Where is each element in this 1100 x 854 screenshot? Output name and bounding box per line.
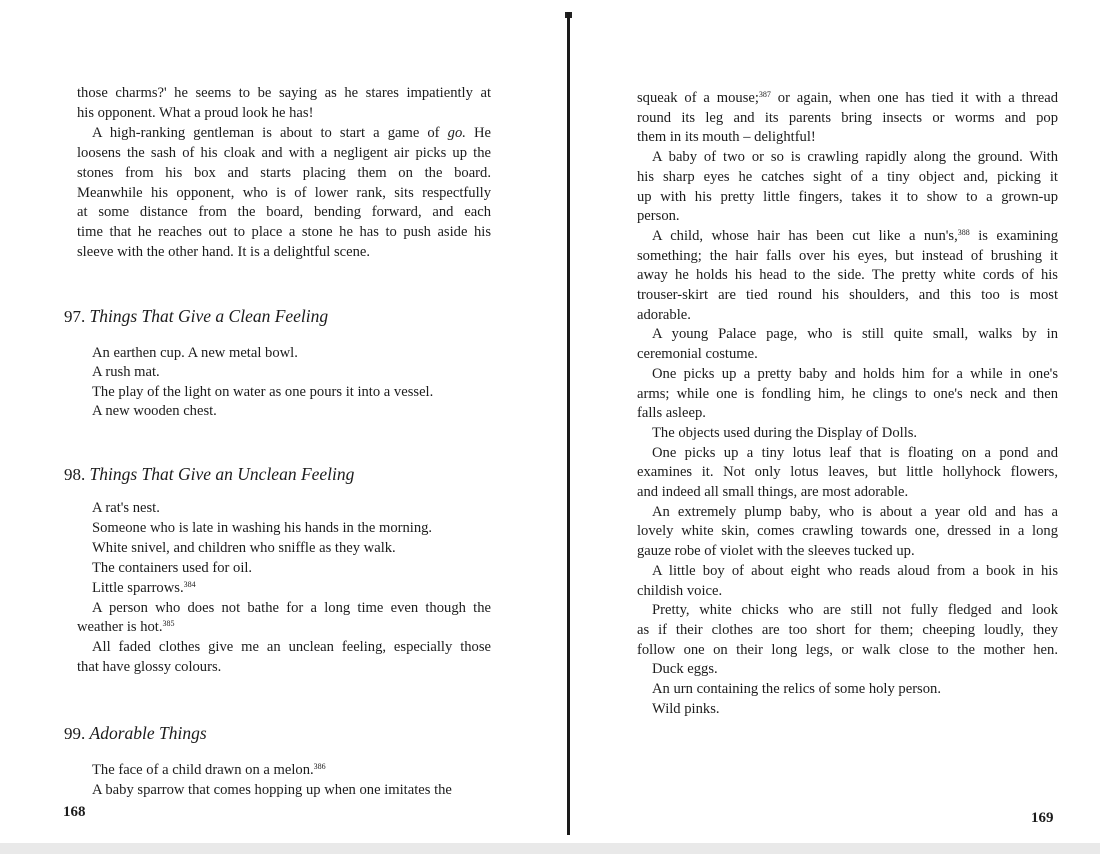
text-span: All faded clothes give me an unclean feeling, especially those [92, 639, 491, 655]
text-line [92, 558, 491, 578]
text-line [77, 83, 491, 103]
text-line [92, 382, 491, 402]
text-span: A little boy of about eight who reads aloud from a book in his [652, 563, 1058, 579]
text-line [77, 202, 491, 222]
text-span: A new wooden chest. [92, 403, 217, 419]
text-line [652, 600, 1058, 620]
text-span: squeak of a mouse; [637, 90, 759, 106]
text-span: follow one on their long legs, or walk close to the mother hen. [637, 642, 1058, 658]
text-line [92, 598, 491, 618]
text-line [637, 581, 1058, 601]
text-line [77, 163, 491, 183]
text-span: An earthen cup. A new metal bowl. [92, 345, 298, 361]
text-line [652, 699, 1058, 719]
text-span: A person who does not bathe for a long time even though the [92, 600, 491, 616]
text-span: One picks up a pretty baby and holds him for a while in one's [652, 366, 1058, 382]
footnote-ref: 385 [162, 619, 175, 628]
text-span: go. [447, 125, 466, 141]
text-span: round its leg and its parents bring insects or worms and pop [637, 110, 1058, 126]
section-heading [64, 304, 328, 328]
text-span: trouser-skirt are tied round his shoulders, and this too is most [637, 287, 1058, 303]
text-span: Wild pinks. [652, 701, 720, 717]
text-span: sleeve with the other hand. It is a delightful scene. [77, 244, 371, 260]
section-number: 97. [64, 307, 86, 326]
section-number: 99. [64, 724, 86, 743]
text-span: something; the hair falls over his eyes, but instead of brushing it [637, 248, 1058, 264]
footnote-ref: 387 [758, 90, 771, 99]
text-line [92, 578, 491, 598]
text-span: time that he reaches out to place a stone he has to push aside his [77, 224, 491, 240]
text-line [637, 640, 1058, 660]
text-span: that have glossy colours. [77, 659, 222, 675]
footnote-ref: 384 [183, 580, 196, 589]
text-line [637, 167, 1058, 187]
text-line [652, 502, 1058, 522]
text-span: A baby of two or so is crawling rapidly along the ground. With [652, 149, 1058, 165]
text-line [92, 637, 491, 657]
text-span: Meanwhile his opponent, who is of lower rank, sits respectfully [77, 185, 491, 201]
text-line [92, 538, 491, 558]
text-line [637, 246, 1058, 266]
text-span: The play of the light on water as one pours it into a vessel. [92, 384, 434, 400]
text-span: One picks up a tiny lotus leaf that is floating on a pond and [652, 445, 1058, 461]
text-span: examines it. Not only lotus leaves, but little hollyhock flowers, [637, 464, 1058, 480]
text-span: adorable. [637, 307, 691, 323]
text-line [637, 285, 1058, 305]
text-line [77, 657, 491, 677]
text-span: or again, when one has tied it with a thread [770, 90, 1058, 106]
text-line [92, 123, 491, 143]
text-line [652, 659, 1058, 679]
section-number: 98. [64, 465, 86, 484]
footnote-ref: 388 [957, 228, 970, 237]
text-span: Little sparrows. [92, 580, 184, 596]
page-number-left: 168 [63, 804, 86, 820]
text-line [637, 108, 1058, 128]
text-span: Pretty, white chicks who are still not fully fledged and look [652, 602, 1058, 618]
page-number-right: 169 [1031, 810, 1054, 826]
text-line [652, 226, 1058, 246]
text-span: A young Palace page, who is still quite small, walks by in [652, 326, 1058, 342]
text-span: falls asleep. [637, 405, 706, 421]
text-line [652, 423, 1058, 443]
text-span: weather is hot. [77, 619, 163, 635]
text-span: his sharp eyes he catches sight of a tiny object and, picking it [637, 169, 1058, 185]
text-span: He [465, 125, 491, 141]
text-span: A rat's nest. [92, 500, 160, 516]
text-line [92, 518, 491, 538]
text-line [637, 88, 1058, 108]
text-span: them in its mouth – delightful! [637, 129, 816, 145]
text-line [637, 482, 1058, 502]
text-line [652, 679, 1058, 699]
text-line [92, 401, 491, 421]
text-span: and indeed all small things, are most adorable. [637, 484, 909, 500]
text-line [637, 187, 1058, 207]
text-line [652, 561, 1058, 581]
text-span: White snivel, and children who sniffle as they walk. [92, 540, 396, 556]
text-span: at some distance from the board, bending forward, and each [77, 204, 491, 220]
text-line [637, 265, 1058, 285]
text-line [652, 443, 1058, 463]
text-span: up with his pretty little fingers, takes it to show to a grown-up [637, 189, 1058, 205]
text-span: stones from his box and starts placing them on the board. [77, 165, 491, 181]
text-span: his opponent. What a proud look he has! [77, 105, 314, 121]
text-line [652, 364, 1058, 384]
text-line [637, 305, 1058, 325]
scan-edge [0, 843, 1100, 854]
text-span: The containers used for oil. [92, 560, 253, 576]
text-line [92, 760, 491, 780]
text-line [92, 780, 491, 800]
text-span: A high-ranking gentleman is about to start a game of [92, 125, 448, 141]
text-span: A rush mat. [92, 364, 160, 380]
text-line [637, 344, 1058, 364]
text-span: lovely white skin, comes crawling towards one, dressed in a long [637, 523, 1058, 539]
text-line [92, 498, 491, 518]
section-title: Adorable Things [89, 723, 207, 743]
text-line [77, 143, 491, 163]
text-span: as if their clothes are too short for them; cheeping loudly, they [637, 622, 1058, 638]
text-span: gauze robe of violet with the sleeves tucked up. [637, 543, 915, 559]
text-span: childish voice. [637, 583, 723, 599]
text-line [637, 521, 1058, 541]
text-line [92, 362, 491, 382]
text-line [77, 103, 491, 123]
text-line [637, 620, 1058, 640]
text-line [652, 324, 1058, 344]
footnote-ref: 386 [313, 762, 326, 771]
text-span: An urn containing the relics of some holy person. [652, 681, 941, 697]
text-span: is examining [969, 228, 1058, 244]
text-span: arms; while one is fondling him, he clings to one's neck and then [637, 386, 1058, 402]
text-span: away he holds his head to the side. The pretty white cords of his [637, 267, 1058, 283]
text-span: loosens the sash of his cloak and with a negligent air picks up the [77, 145, 491, 161]
text-span: The objects used during the Display of Dolls. [652, 425, 918, 441]
text-line [637, 403, 1058, 423]
section-heading [64, 721, 207, 745]
text-span: Someone who is late in washing his hands in the morning. [92, 520, 433, 536]
text-line [637, 127, 1058, 147]
text-span: those charms?' he seems to be saying as he stares impatiently at [77, 85, 491, 101]
text-line [637, 384, 1058, 404]
section-title: Things That Give an Unclean Feeling [89, 464, 355, 484]
text-line [77, 242, 491, 262]
text-span: An extremely plump baby, who is about a year old and has a [652, 504, 1058, 520]
text-span: A baby sparrow that comes hopping up when one imitates the [92, 782, 452, 798]
text-line [92, 343, 491, 363]
text-span: ceremonial costume. [637, 346, 758, 362]
section-title: Things That Give a Clean Feeling [89, 306, 329, 326]
book-gutter [567, 12, 570, 835]
text-line [77, 222, 491, 242]
text-span: Duck eggs. [652, 661, 718, 677]
text-line [652, 147, 1058, 167]
text-line [637, 541, 1058, 561]
text-line [77, 183, 491, 203]
text-line [77, 617, 491, 637]
text-line [637, 206, 1058, 226]
section-heading [64, 462, 354, 486]
text-span: The face of a child drawn on a melon. [92, 762, 314, 778]
text-line [637, 462, 1058, 482]
text-span: A child, whose hair has been cut like a nun's, [652, 228, 958, 244]
text-span: person. [637, 208, 680, 224]
